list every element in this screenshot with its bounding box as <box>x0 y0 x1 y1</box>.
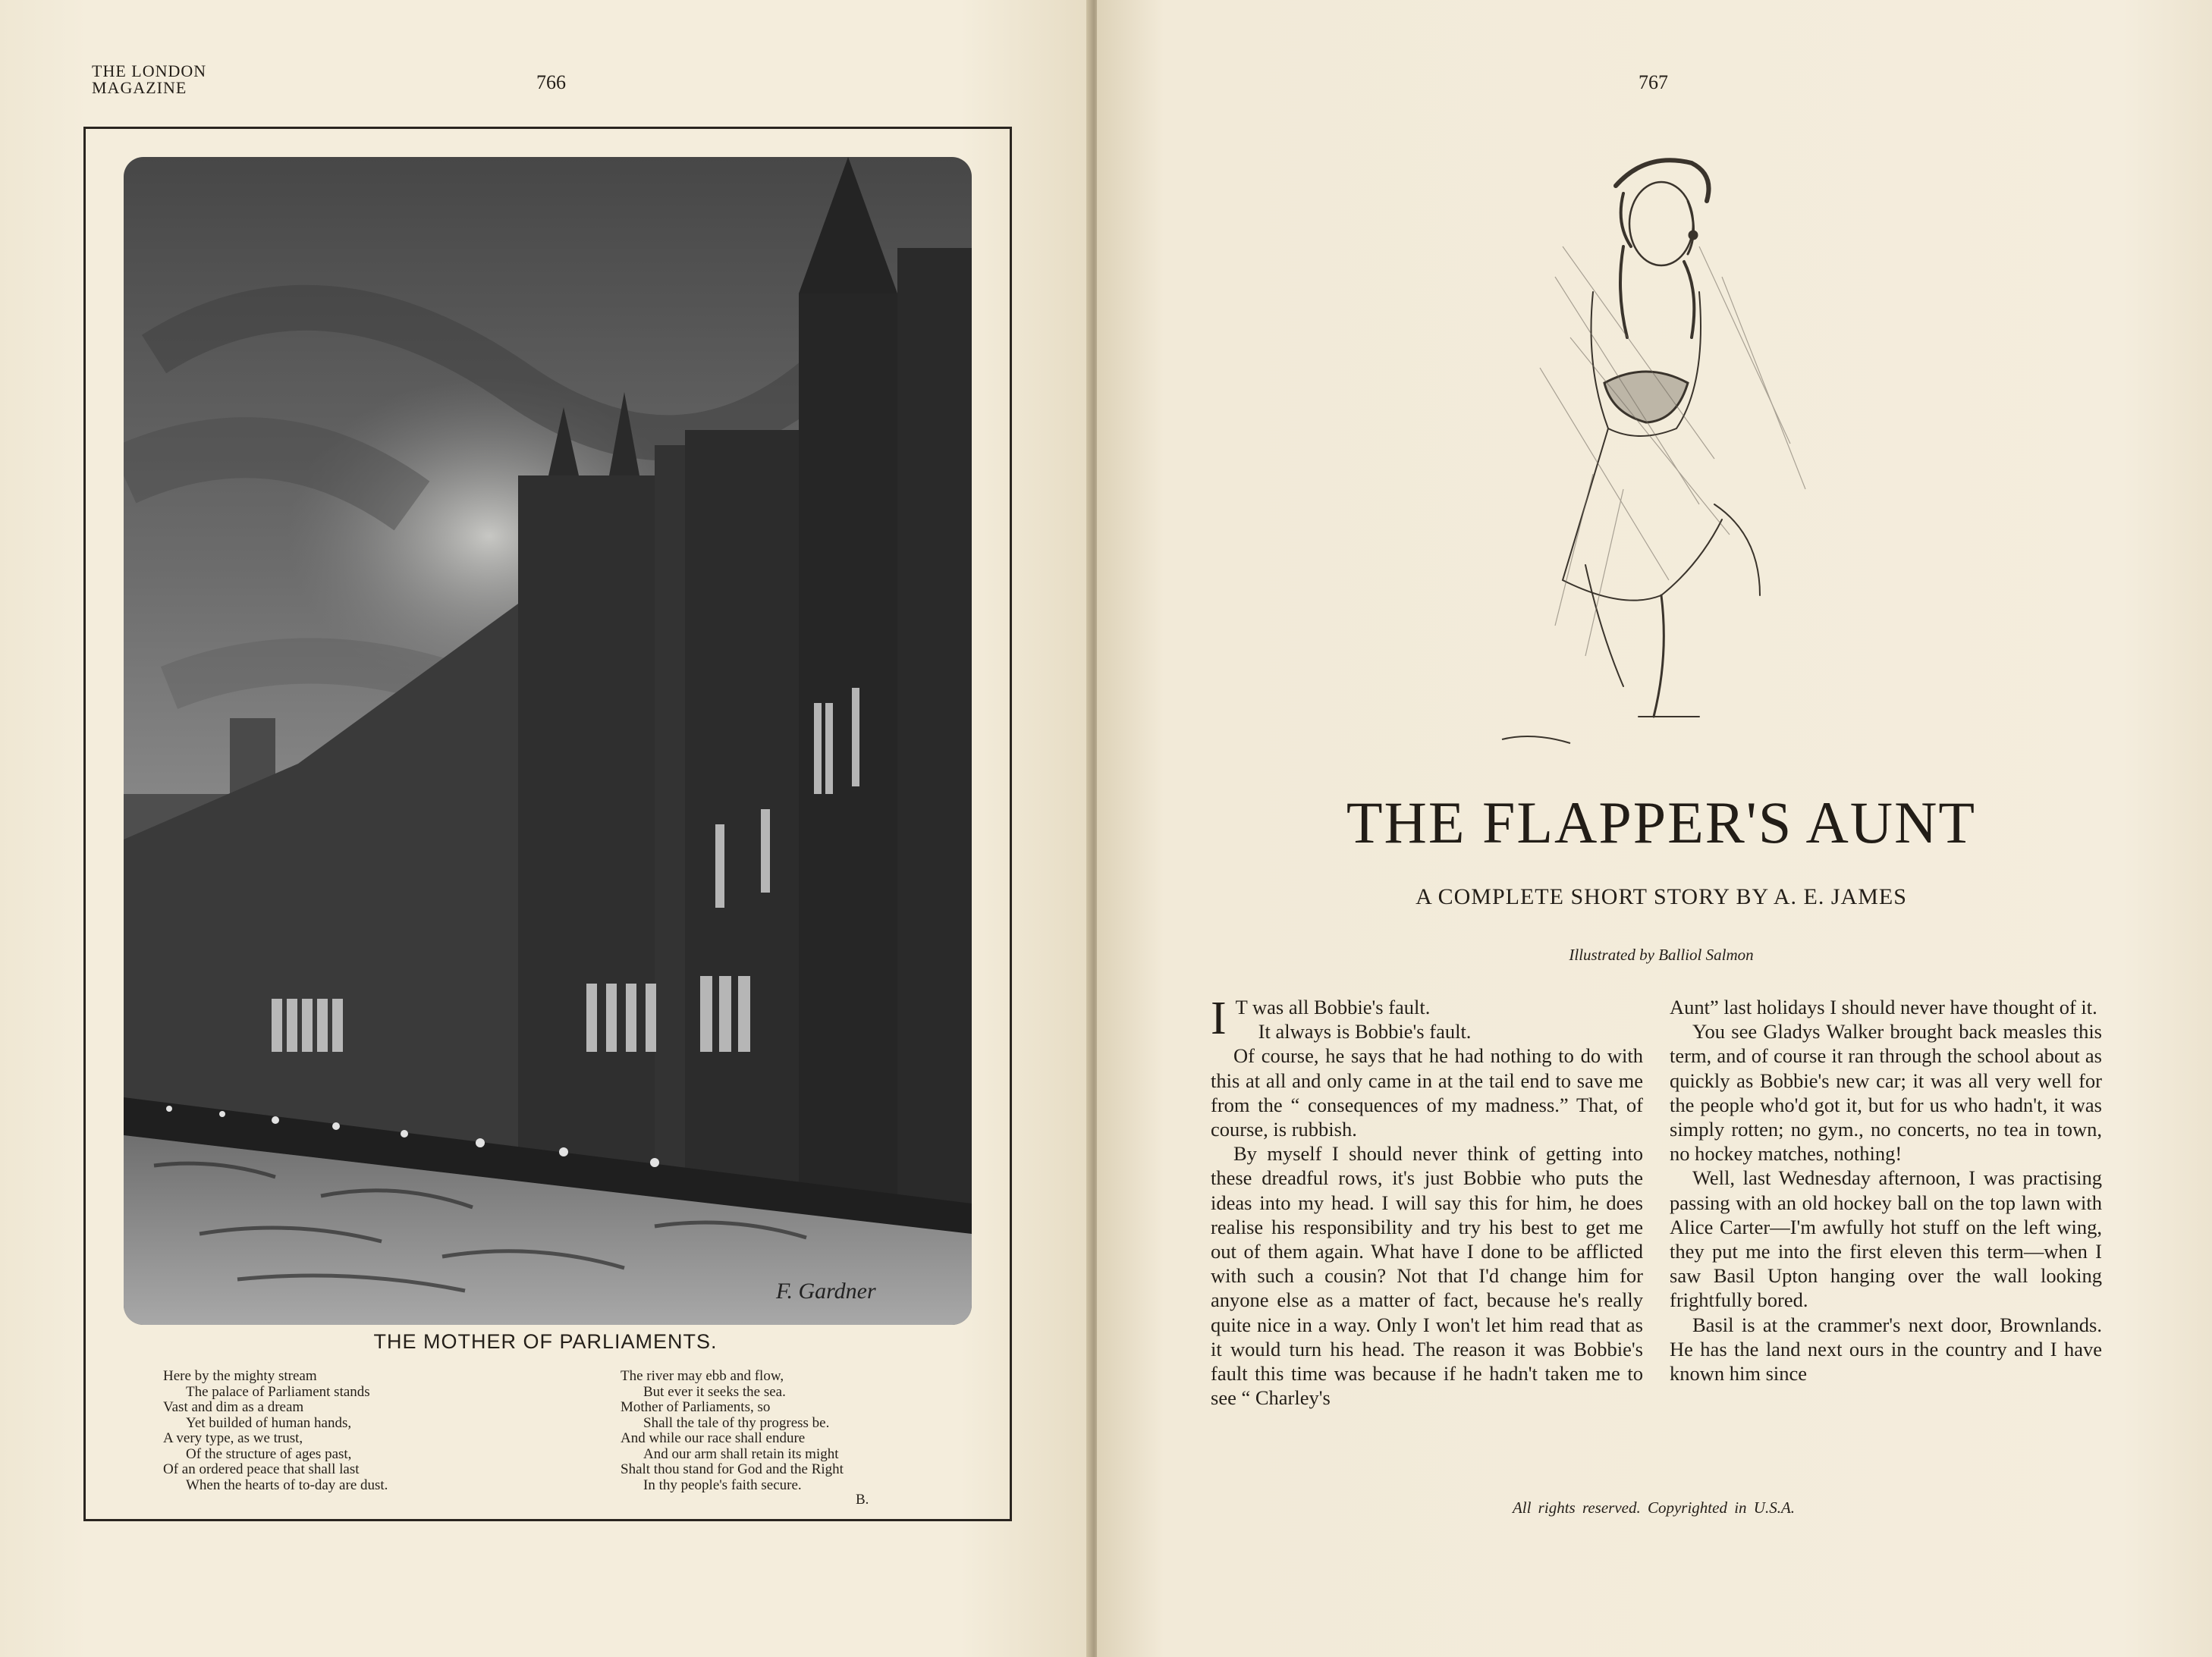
poem-line: The palace of Parliament stands <box>186 1383 370 1400</box>
poem-line: But ever it seeks the sea. <box>643 1383 786 1400</box>
story-title: THE FLAPPER'S AUNT <box>1346 789 1977 855</box>
left-page <box>0 0 1091 1657</box>
poem-line: Yet builded of human hands, <box>186 1414 352 1431</box>
poem-line: And while our race shall endure <box>621 1430 806 1446</box>
story-paragraph: Of course, he says that he had nothing to do with this at all and only came in at the tail end to save me from the “ consequences of my madness.” That, of course, is rubbish. <box>1211 1044 1643 1141</box>
poem-line: Shall the tale of thy progress be. <box>643 1414 830 1431</box>
page-number-right: 767 <box>1639 71 1668 93</box>
drop-cap: I <box>1211 993 1227 1044</box>
story-paragraph: It always is Bobbie's fault. <box>1258 1020 1472 1043</box>
illustrator-credit: Illustrated by Balliol Salmon <box>1569 946 1754 964</box>
poem-line: When the hearts of to-day are dust. <box>186 1477 388 1493</box>
poem-line: Here by the mighty stream <box>163 1368 317 1384</box>
right-page <box>1097 0 2212 1657</box>
poem-line: The river may ebb and flow, <box>621 1368 784 1384</box>
illustration-signature: F. Gardner <box>776 1279 876 1304</box>
poem-line: Shalt thou stand for God and the Right <box>621 1461 844 1477</box>
plate-caption: THE MOTHER OF PARLIAMENTS. <box>373 1330 718 1353</box>
poem-line: Of an ordered peace that shall last <box>163 1461 360 1477</box>
copyright-line: All rights reserved. Copyrighted in U.S.A. <box>1512 1499 1796 1517</box>
story-paragraph: You see Gladys Walker brought back measles this term, and of course it ran through the school about as quickly as Bobbie's new car; it was all very well for the people who'd got it, but for us who hadn't, it was simply rotten; no gym., no concerts, no tea in town, no hockey matches, nothing! <box>1670 1020 2102 1166</box>
poem-line: In thy people's faith secure. <box>643 1477 802 1493</box>
poem-line: A very type, as we trust, <box>163 1430 303 1446</box>
poem-signature: B. <box>856 1492 869 1508</box>
poem-line: Of the structure of ages past, <box>186 1445 352 1462</box>
story-subtitle: A COMPLETE SHORT STORY BY A. E. JAMES <box>1415 884 1907 909</box>
story-paragraph: Well, last Wednesday afternoon, I was practising passing with an old hockey ball on the top lawn with Alice Carter—I'm awfully hot stuff on the left wing, they put me into the first eleven this term—when I saw Basil Upton hanging over the wall looking frightfully bored. <box>1670 1166 2102 1312</box>
story-column-2 <box>1670 995 2102 1386</box>
poem-line: Mother of Parliaments, so <box>621 1399 771 1415</box>
page-number-left: 766 <box>536 71 566 93</box>
poem-line: And our arm shall retain its might <box>643 1445 839 1462</box>
story-paragraph: By myself I should never think of getting into these dreadful rows, it's just Bobbie who puts the ideas into my head. I will say this for him, he does realise his responsibility and try his best to get me out of them again. What have I done to be afflicted with such a cousin? Not that I'd change him for anyone else as a matter of fact, because he's really quite nice in a way. Only I won't let him read that as it would turn his head. The reason it was Bobbie's fault this time was because if he hadn't taken me to see “ Charley's <box>1211 1142 1643 1410</box>
running-head-line1: THE LONDON <box>92 61 207 80</box>
poem-stanza-right <box>621 1369 844 1493</box>
story-paragraph: T was all Bobbie's fault. <box>1235 996 1431 1018</box>
story-paragraph: Basil is at the crammer's next door, Brownlands. He has the land next ours in the country and I have known him since <box>1670 1313 2102 1386</box>
girl-sketch-illustration <box>1472 140 1896 762</box>
poem-line: Vast and dim as a dream <box>163 1399 304 1415</box>
story-paragraph: Aunt” last holidays I should never have thought of it. <box>1670 996 2097 1018</box>
running-head-line2: MAGAZINE <box>92 78 187 97</box>
story-column-1 <box>1211 995 1643 1410</box>
running-head <box>92 63 206 96</box>
parliament-illustration <box>124 157 972 1325</box>
poem-stanza-left <box>163 1369 388 1493</box>
